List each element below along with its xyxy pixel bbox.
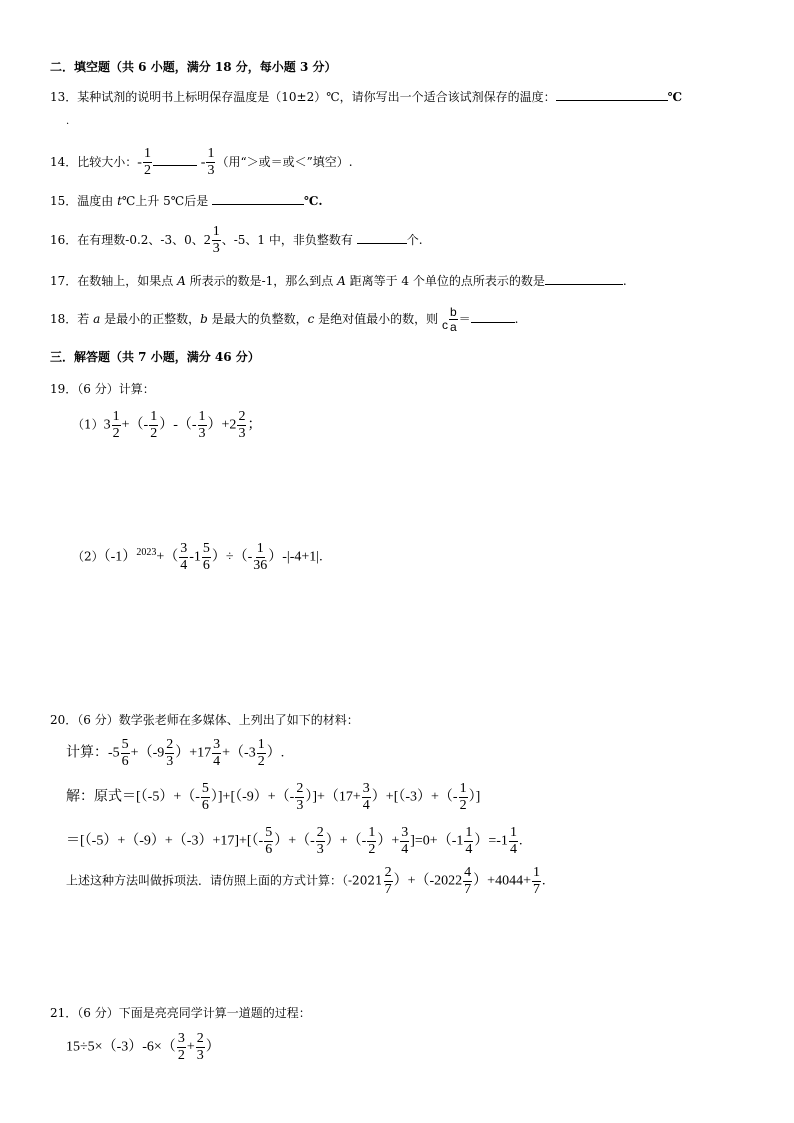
q18-fraction: $\frac{b}{a}$: [449, 305, 457, 334]
q13-unit: ℃: [667, 90, 683, 104]
section-2-header: 二．填空题（共 6 小题，满分 18 分，每小题 3 分）: [50, 60, 337, 74]
q16-text-a: 16．在有理数-0.2、-3、0、: [50, 233, 204, 247]
q14-blank[interactable]: [153, 153, 197, 166]
q13-blank[interactable]: [556, 88, 668, 101]
question-21-head: 21．（6 分）下面是亮亮同学计算一道题的过程：: [50, 1006, 311, 1020]
q18-var-a: a: [93, 312, 101, 326]
q18-var-c: c: [307, 312, 315, 326]
question-20-head: 20．（6 分）数学张老师在多媒体、上列出了如下的材料：: [50, 713, 359, 727]
question-15: [50, 192, 323, 209]
q15-text-c: ℃.: [304, 194, 323, 208]
q17-text-b: 所表示的数是-1，那么到点: [185, 274, 338, 288]
question-19-head: 19．（6 分）计算：: [50, 382, 155, 396]
q14-hint: （用“＞或＝或＜”填空）.: [216, 155, 353, 169]
q17-text-a: 17．在数轴上，如果点: [50, 274, 178, 288]
q16-text-b: 、-5、1 中，非负整数有: [221, 233, 357, 247]
question-19-part-2: $(2)(-1)^{2023}+$（ $\frac{3}{4}$ -1 $\frac{5}{6}$ ）÷（- $\frac{1}{36}$ ）-|-4+1|.: [72, 541, 323, 573]
q13-tail: .: [66, 116, 70, 127]
q18-text-a: 18．若: [50, 312, 94, 326]
q18-expr-c: c: [441, 318, 448, 332]
q19-p2-label: （2）: [72, 549, 104, 564]
q17-blank[interactable]: [545, 272, 623, 285]
question-13: [50, 88, 682, 105]
q17-point-a: A: [177, 274, 186, 288]
q18-text-f: .: [514, 312, 519, 326]
q19-p1-label: （1）: [72, 417, 104, 432]
question-14: [50, 147, 353, 178]
q15-text-b: ℃上升 5℃后是: [121, 194, 213, 208]
q18-text-b: 是最小的正整数，: [100, 312, 201, 326]
q18-blank[interactable]: [471, 310, 515, 323]
q18-text-c: 是最大的负整数，: [207, 312, 308, 326]
question-20-line-4: 上述这种方法叫做拆项法．请仿照上面的方式计算：（-2021 $\frac{2}{7}$ ）+（-2022 $\frac{4}{7}$ ）+4044+ $\frac{1}{7}$ .: [66, 865, 546, 897]
q17-point-a-2: A: [337, 274, 346, 288]
q18-var-b: b: [200, 312, 208, 326]
q14-lead: 14．比较大小：: [50, 155, 138, 169]
section-3-header: 三．解答题（共 7 小题，满分 46 分）: [50, 350, 260, 364]
q14-neg-2: -: [200, 155, 206, 170]
question-17: [50, 272, 627, 289]
q14-fraction-2: $\frac{1}{3}$: [207, 146, 215, 178]
q18-text-d: 是绝对值最小的数，则: [314, 312, 442, 326]
q17-text-d: .: [622, 274, 627, 288]
q18-equals: ＝: [458, 312, 471, 326]
q15-blank[interactable]: [212, 192, 304, 205]
q15-var-t: t: [117, 194, 122, 208]
question-20-line-1: 计算：-5 $\frac{5}{6}$ +（-9 $\frac{2}{3}$ ）+17 $\frac{3}{4}$ +（-3 $\frac{1}{2}$ ）.: [66, 737, 285, 769]
question-21-line-1: 15÷5×（-3）-6×（ $\frac{3}{2}$ + $\frac{2}{3}$ ）: [66, 1031, 220, 1063]
q16-whole: 2: [203, 233, 211, 248]
question-20-line-2: 解：原式＝[（-5）+（- $\frac{5}{6}$ ）]+[（-9）+（- $\frac{2}{3}$ ）]+（17+ $\frac{3}{4}$ ）+[（-3）+（- $\frac{1}{2}$ ）]: [66, 781, 481, 813]
q16-text-c: 个.: [406, 233, 423, 247]
q16-blank[interactable]: [357, 231, 407, 244]
question-20-line-3: ＝[（-5）+（-9）+（-3）+17]+[（- $\frac{5}{6}$ ）+（- $\frac{2}{3}$ ）+（- $\frac{1}{2}$ ）+ $\frac{3}{4}$ ]=0+（-1 $\frac{1}{4}$ ）=-1 $\frac{1}{4}$ .: [66, 825, 523, 857]
question-16: [50, 225, 423, 256]
q15-text-a: 15．温度由: [50, 194, 118, 208]
q14-fraction-1: $\frac{1}{2}$: [143, 146, 151, 178]
question-19-part-1: （1）3 $\frac{1}{2}$ +（- $\frac{1}{2}$ ）-（- $\frac{1}{3}$ ）+2 $\frac{2}{3}$ ；: [72, 409, 262, 441]
q17-text-c: 距离等于 4 个单位的点所表示的数是: [345, 274, 545, 288]
q16-fraction: $\frac{1}{3}$: [212, 224, 220, 256]
q13-text: 13．某种试剂的说明书上标明保存温度是（10±2）℃，请你写出一个适合该试剂保存的温度：: [50, 90, 556, 104]
question-18: [50, 306, 519, 333]
q14-neg-1: -: [137, 155, 142, 170]
